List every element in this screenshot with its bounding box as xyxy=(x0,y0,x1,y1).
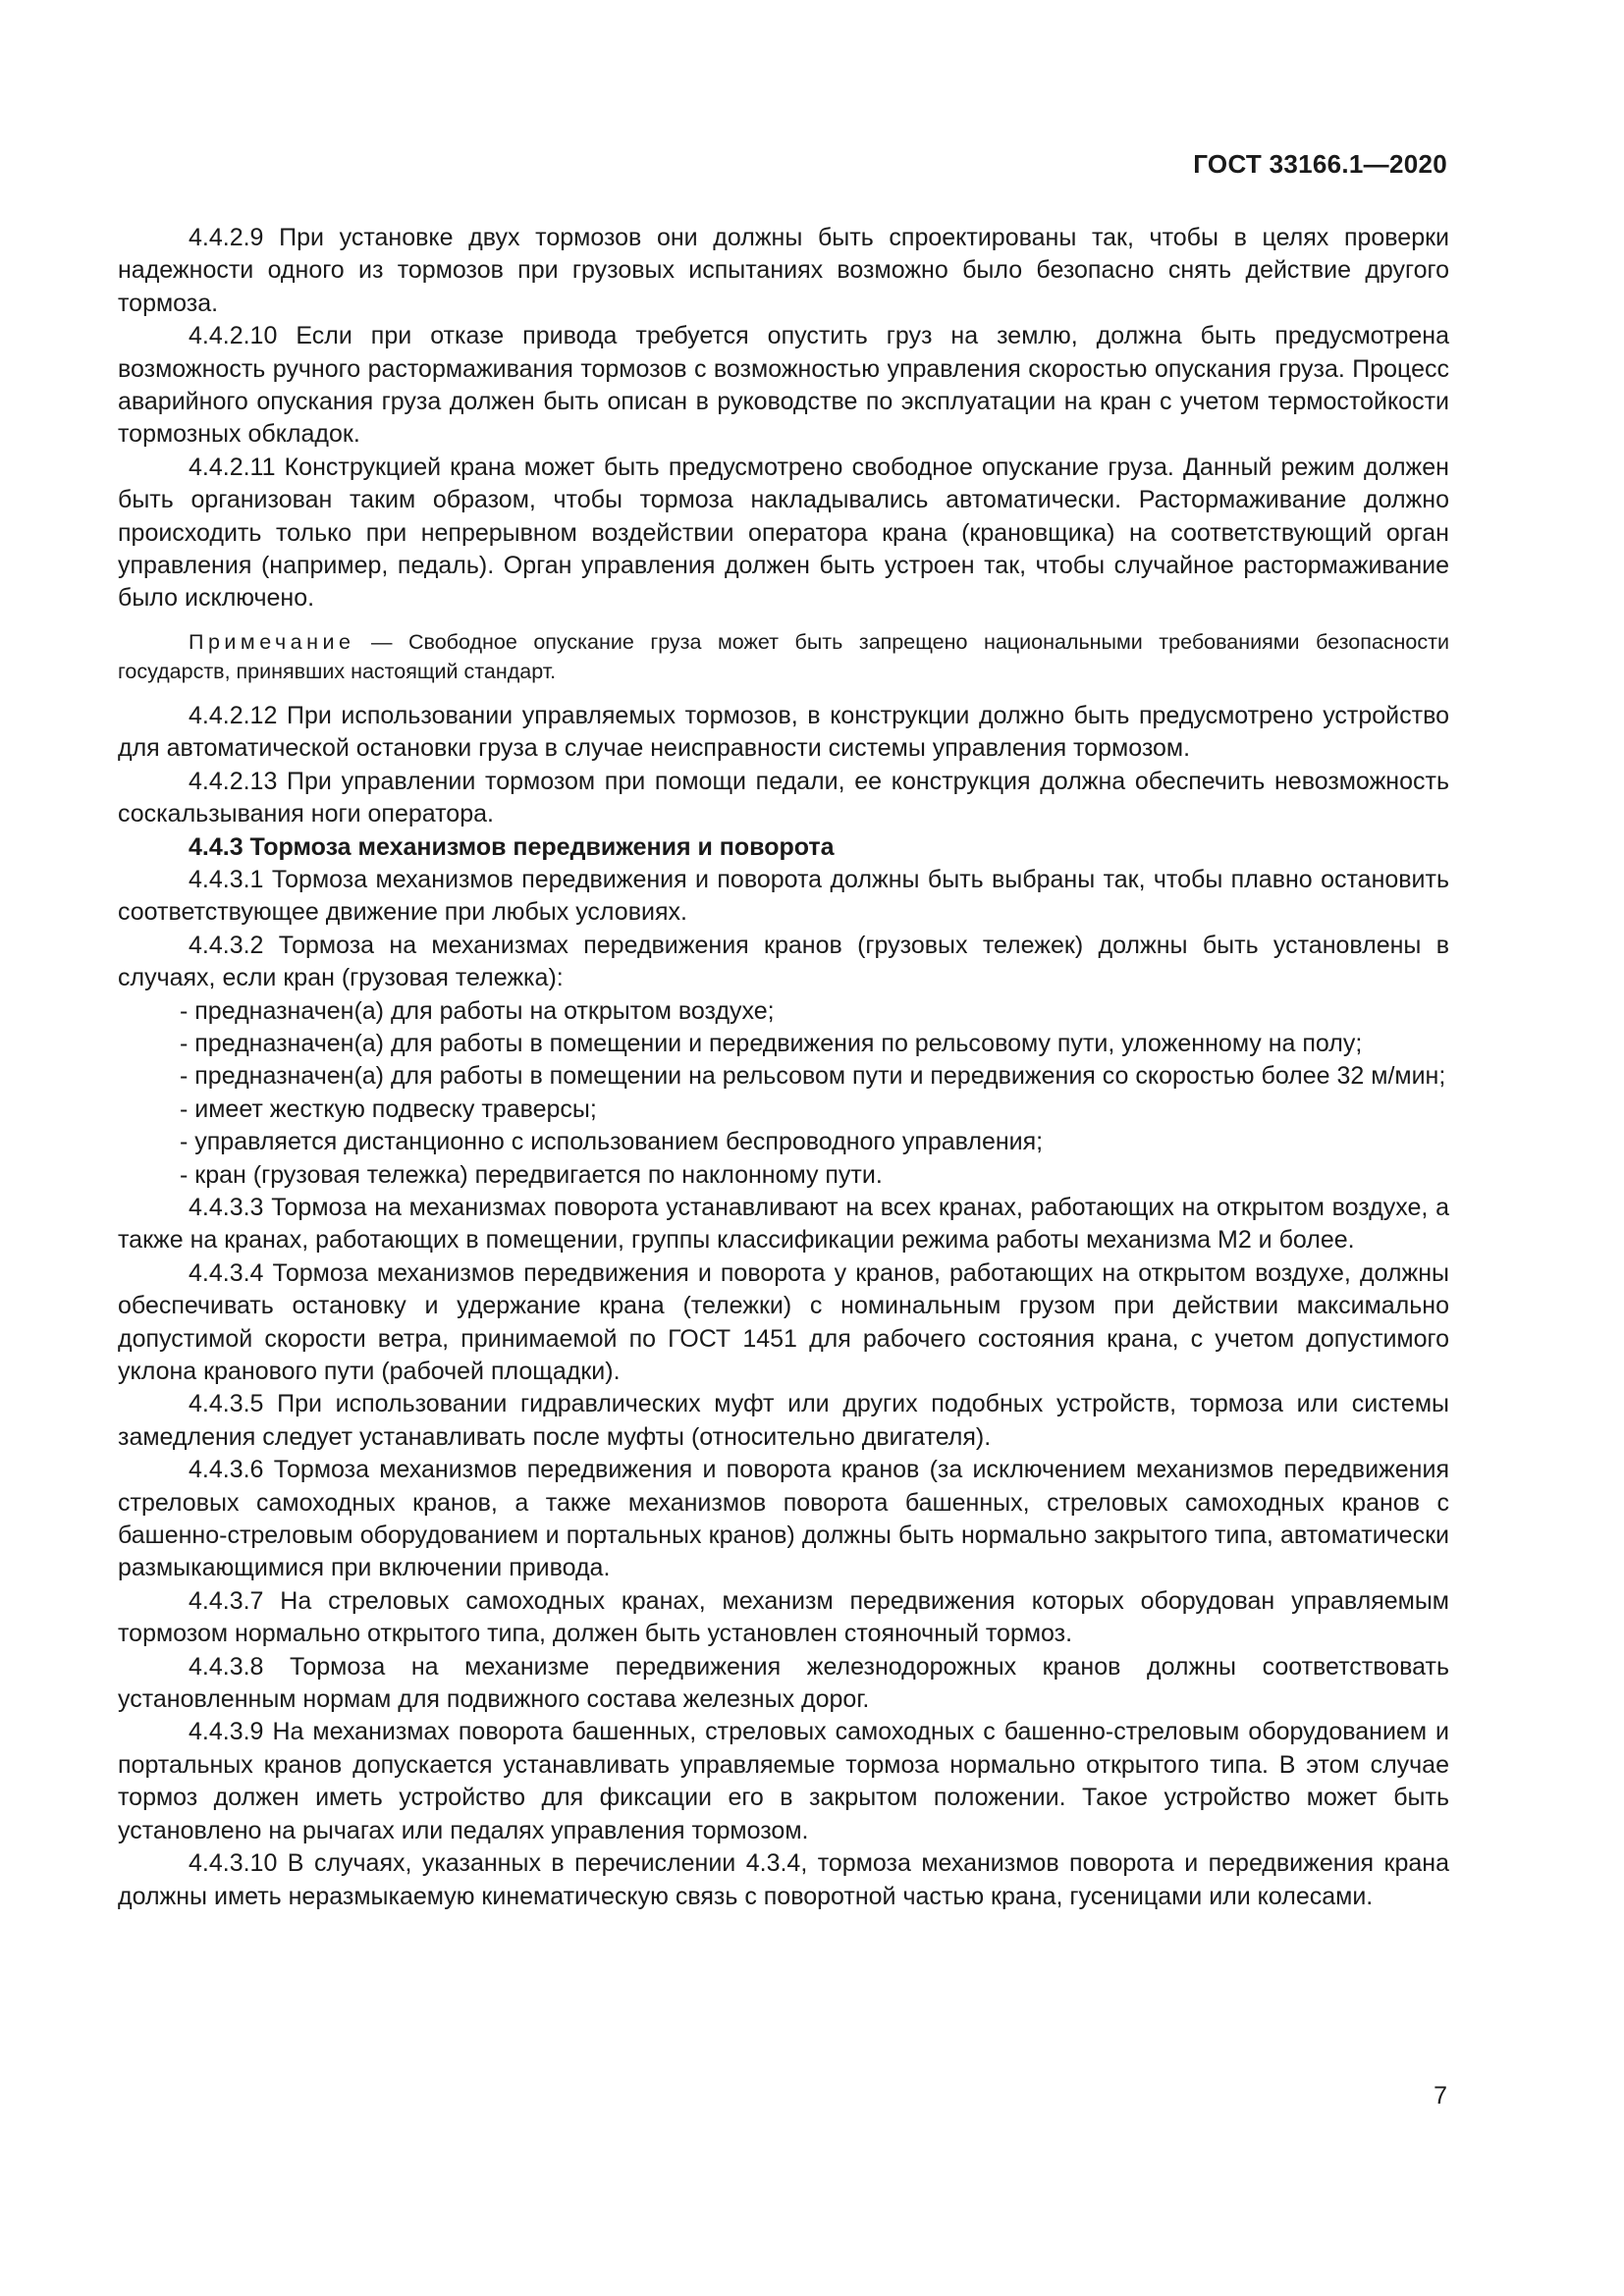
standard-code: ГОСТ 33166.1—2020 xyxy=(1193,149,1447,179)
paragraph: 4.4.3.4 Тормоза механизмов передвижения и поворота у кранов, работающих на открытом воздухе, должны обеспечивать остановку и удержание крана (тележки) с номинальным грузом при действии максимально допустимой скорости ветра, принимаемой по ГОСТ 1451 для рабочего состояния крана, с учетом допустимого уклона кранового пути (рабочей площадки). xyxy=(118,1258,1449,1385)
paragraph: 4.4.2.12 При использовании управляемых тормозов, в конструкции должно быть предусмотрено устройство для автоматической остановки груза в случае неисправности системы управления тормозом. xyxy=(118,701,1449,763)
paragraph: 4.4.3.10 В случаях, указанных в перечислении 4.3.4, тормоза механизмов поворота и передвижения крана должны иметь неразмыкаемую кинематическую связь с поворотной частью крана, гусеницами или колесами. xyxy=(118,1849,1449,1910)
paragraph: 4.4.2.13 При управлении тормозом при помощи педали, ее конструкция должна обеспечить невозможность соскальзывания ноги оператора. xyxy=(118,767,1449,828)
note-text: — Свободное опускание груза может быть запрещено национальными требованиями безопасности государств, принявших настоящий стандарт. xyxy=(118,629,1449,683)
section-heading: 4.4.3 Тормоза механизмов передвижения и поворота xyxy=(189,832,835,861)
list-item: - кран (грузовая тележка) передвигается по наклонному пути. xyxy=(180,1160,883,1189)
paragraph: 4.4.2.10 Если при отказе привода требуется опустить груз на землю, должна быть предусмотрена возможность ручного растормаживания тормозов с возможностью управления скоростью опускания груза. Процесс аварийного опускания груза должен быть описан в руководстве по эксплуатации на кран с учетом термостойкости тормозных обкладок. xyxy=(118,322,1449,449)
paragraph: 4.4.3.6 Тормоза механизмов передвижения и поворота кранов (за исключением механизмов передвижения стреловых самоходных кранов, а также механизмов поворота башенных, стреловых самоходных кранов с башенно-стреловым оборудованием и портальных кранов) должны быть нормально закрытого типа, автоматически размыкающимися при включении привода. xyxy=(118,1456,1449,1582)
list-item: - предназначен(а) для работы в помещении и передвижения по рельсовому пути, уложенному на полу; xyxy=(180,1029,1363,1057)
paragraph: 4.4.3.2 Тормоза на механизмах передвижения кранов (грузовых тележек) должны быть установлены в случаях, если кран (грузовая тележка): xyxy=(118,931,1449,992)
list-item: - имеет жесткую подвеску траверсы; xyxy=(180,1095,597,1123)
note-paragraph xyxy=(118,627,1449,686)
paragraph: 4.4.3.9 На механизмах поворота башенных, стреловых самоходных с башенно-стреловым оборудованием и портальных кранов допускается устанавливать управляемые тормоза нормально открытого типа. В этом случае тормоз должен иметь устройство для фиксации его в закрытом положении. Такое устройство может быть установлено на рычагах или педалях управления тормозом. xyxy=(118,1718,1449,1844)
list-item: - управляется дистанционно с использованием беспроводного управления; xyxy=(180,1128,1044,1156)
document-body xyxy=(118,222,1449,1913)
list-item: - предназначен(а) для работы на открытом воздухе; xyxy=(180,996,775,1025)
paragraph: 4.4.2.9 При установке двух тормозов они должны быть спроектированы так, чтобы в целях проверки надежности одного из тормозов при грузовых испытаниях возможно было безопасно снять действие другого тормоза. xyxy=(118,224,1449,317)
paragraph: 4.4.3.5 При использовании гидравлических муфт или других подобных устройств, тормоза или системы замедления следует устанавливать после муфты (относительно двигателя). xyxy=(118,1390,1449,1451)
paragraph: 4.4.3.3 Тормоза на механизмах поворота устанавливают на всех кранах, работающих на открытом воздухе, а также на кранах, работающих в помещении, группы классификации режима работы механизма М2 и более. xyxy=(118,1193,1449,1255)
paragraph: 4.4.3.8 Тормоза на механизме передвижения железнодорожных кранов должны соответствовать установленным нормам для подвижного состава железных дорог. xyxy=(118,1652,1449,1714)
paragraph: 4.4.3.7 На стреловых самоходных кранах, механизм передвижения которых оборудован управляемым тормозом нормально открытого типа, должен быть установлен стояночный тормоз. xyxy=(118,1586,1449,1648)
paragraph: 4.4.3.1 Тормоза механизмов передвижения и поворота должны быть выбраны так, чтобы плавно остановить соответствующее движение при любых условиях. xyxy=(118,865,1449,927)
page-number: 7 xyxy=(1434,2082,1447,2109)
list-item: - предназначен(а) для работы в помещении на рельсовом пути и передвижения со скоростью более 32 м/мин; xyxy=(180,1062,1446,1091)
note-label: Примечание xyxy=(189,629,355,654)
paragraph: 4.4.2.11 Конструкцией крана может быть предусмотрено свободное опускание груза. Данный режим должен быть организован таким образом, чтобы тормоза накладывались автоматически. Растормаживание должно происходить только при непрерывном воздействии оператора крана (крановщика) на соответствующий орган управления (например, педаль). Орган управления должен быть устроен так, чтобы случайное растормаживание было исключено. xyxy=(118,453,1449,613)
